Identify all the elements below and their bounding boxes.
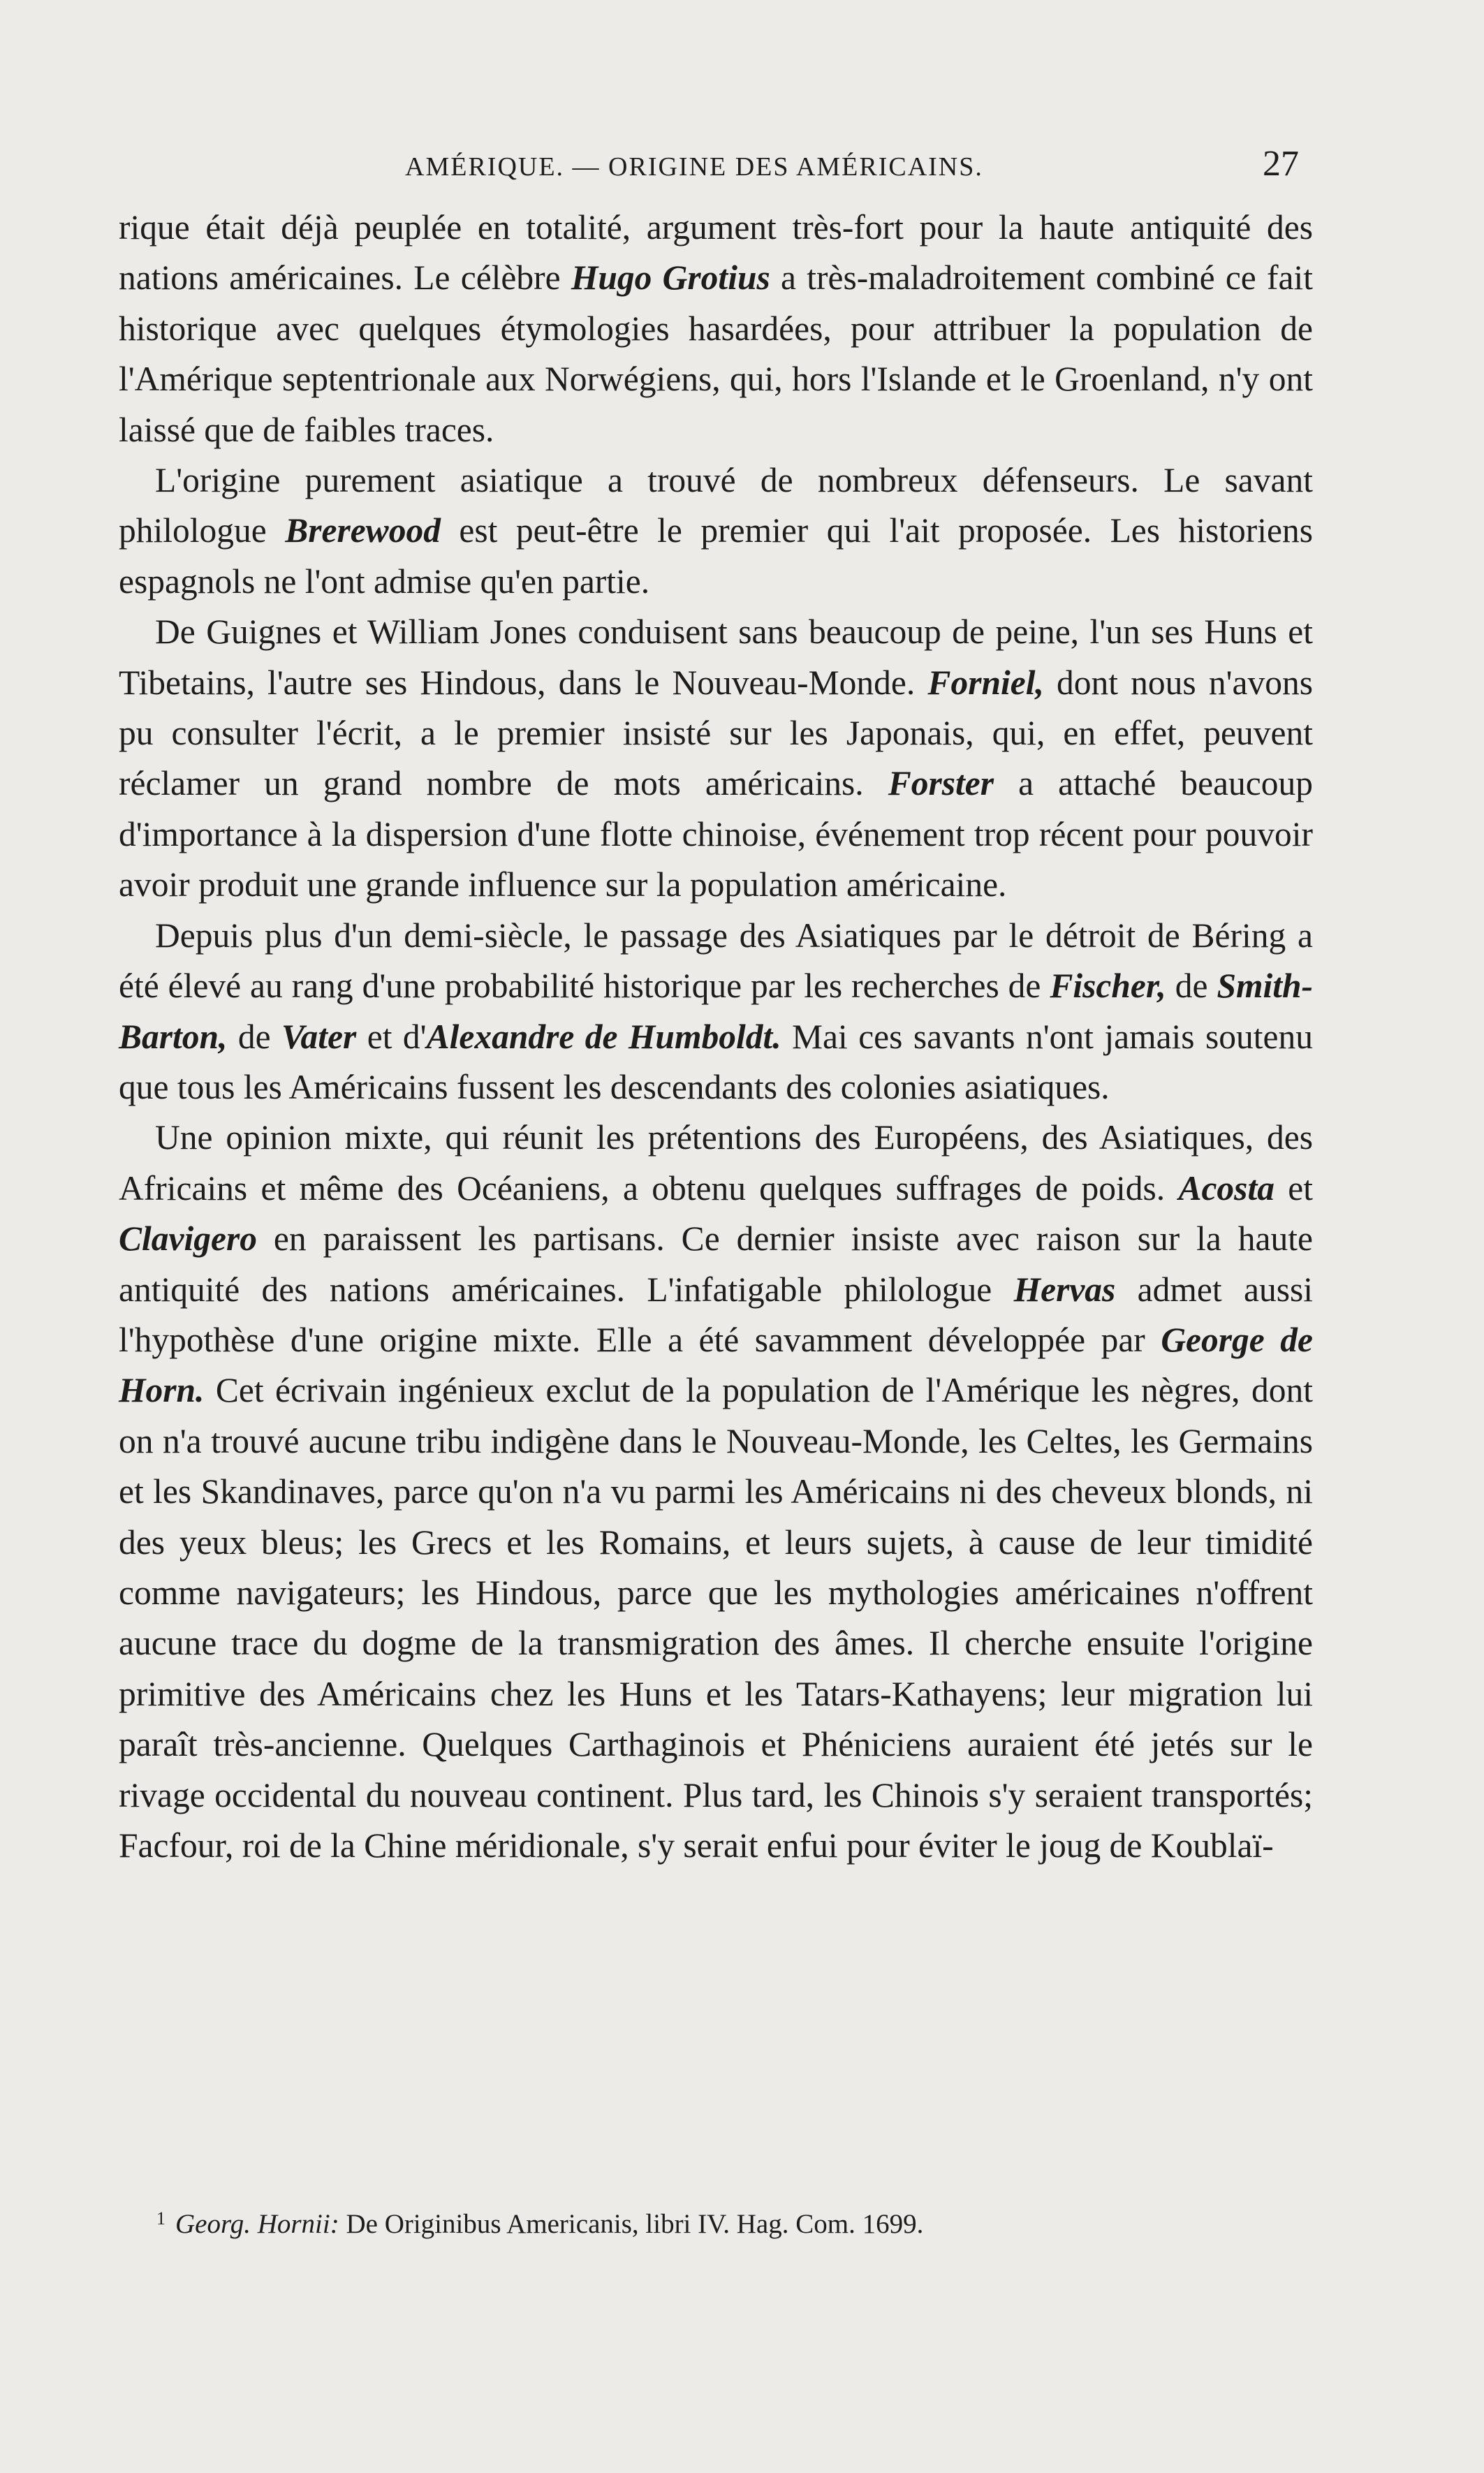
text-run: dont nous n'avons pu consulter l'écrit, a le premier insisté sur les Japonais, qui, en effet, peuvent réclamer un grand nombre de mots américains. — [119, 663, 1313, 803]
author-name: Hervas — [1013, 1270, 1116, 1309]
body-text — [119, 203, 1313, 1871]
footnote-marker: 1 — [156, 2208, 166, 2229]
text-run: Depuis plus d'un demi-siècle, le passage des Asiatiques par le détroit de Béring a été élevé au rang d'une probabilité historique par les recherches de — [119, 916, 1313, 1006]
text-run: Cet écrivain ingénieux exclut de la population de l'Amérique les nègres, dont on n'a trouvé aucune tribu indigène dans le Nouveau-Monde, les Celtes, les Germains et les Skandinaves, parce qu'on n'a vu parmi les Américains ni des cheveux blonds, ni des yeux bleus; les Grecs et les Romains, et leurs sujets, à cause de leur timidité comme navigateurs; les Hindous, parce que les mythologies américaines n'offrent aucune trace du dogme de la transmigration des âmes. Il cherche ensuite l'origine primitive des Américains chez les Huns et les Tatars-Kathayens; leur migration lui paraît très-ancienne. Quelques Carthaginois et Phéniciens auraient été jetés sur le rivage occidental du nouveau continent. Plus tard, les Chinois s'y seraient transportés; Facfour, roi de la Chine méridionale, s'y serait enfui pour éviter le joug de Koublaï- — [119, 1371, 1313, 1865]
running-head: AMÉRIQUE. — ORIGINE DES AMÉRICAINS. — [405, 152, 983, 182]
text-run: admet aussi l'hypothèse d'une origine mixte. Elle a été savamment développée par — [119, 1270, 1313, 1359]
paragraph — [119, 911, 1313, 1113]
author-name: Forster — [888, 764, 994, 803]
paragraph — [119, 455, 1313, 607]
author-name: Clavigero — [119, 1219, 257, 1258]
text-run: Une opinion mixte, qui réunit les prétentions des Européens, des Asiatiques, des Africains et même des Océaniens, a obtenu quelques suffrages de poids. — [119, 1118, 1313, 1208]
text-run: de — [227, 1017, 282, 1056]
author-name: Acosta — [1178, 1168, 1274, 1208]
text-run: rique était déjà peuplée en totalité, argument très-fort pour la haute antiquité des nations américaines. Le célèbre — [119, 208, 1313, 298]
text-run: Mai ces savants n'ont jamais soutenu que tous les Américains fussent les descendants des colonies asiatiques. — [119, 1017, 1313, 1106]
footnote-text: De Originibus Americanis, libri IV. Hag. Com. 1699. — [339, 2209, 924, 2239]
text-run: L'origine purement asiatique a trouvé de nombreux défenseurs. Le savant philologue — [119, 461, 1313, 550]
text-run: et — [1274, 1168, 1313, 1208]
author-name: Hugo Grotius — [571, 258, 770, 298]
author-name: Brerewood — [285, 511, 441, 550]
author-name: George de Horn. — [119, 1320, 1313, 1410]
footnote — [156, 2200, 1246, 2243]
text-run: a très-maladroitement combiné ce fait historique avec quelques étymologies hasardées, pour attribuer la population de l'Amérique septentrionale aux Norwégiens, qui, hors l'Islande et le Groenland, n'y ont laissé que de faibles traces. — [119, 258, 1313, 449]
text-run: et d' — [356, 1017, 427, 1056]
text-run: en paraissent les partisans. Ce dernier insiste avec raison sur la haute antiquité des nations américaines. L'infatigable philologue — [119, 1219, 1313, 1309]
text-run: de — [1166, 967, 1217, 1006]
text-run: De Guignes et William Jones conduisent sans beaucoup de peine, l'un ses Huns et Tibetains, l'autre ses Hindous, dans le Nouveau-Monde. — [119, 612, 1313, 702]
paragraph — [119, 1113, 1313, 1871]
author-name: Smith-Barton, — [119, 967, 1313, 1056]
author-name: Fischer, — [1050, 967, 1166, 1006]
paragraph — [119, 203, 1313, 455]
page-number: 27 — [1263, 144, 1299, 184]
text-run: a attaché beaucoup d'importance à la dispersion d'une flotte chinoise, événement trop récent pour pouvoir avoir produit une grande influence sur la population américaine. — [119, 764, 1313, 904]
paragraph — [119, 607, 1313, 910]
author-name: Alexandre de Humboldt. — [426, 1017, 781, 1056]
author-name: Vater — [281, 1017, 357, 1056]
text-run: est peut-être le premier qui l'ait proposée. Les historiens espagnols ne l'ont admise qu'en partie. — [119, 511, 1313, 601]
page-header — [119, 143, 1299, 192]
author-name: Forniel, — [927, 663, 1044, 702]
footnote-author: Georg. Hornii: — [175, 2209, 339, 2239]
